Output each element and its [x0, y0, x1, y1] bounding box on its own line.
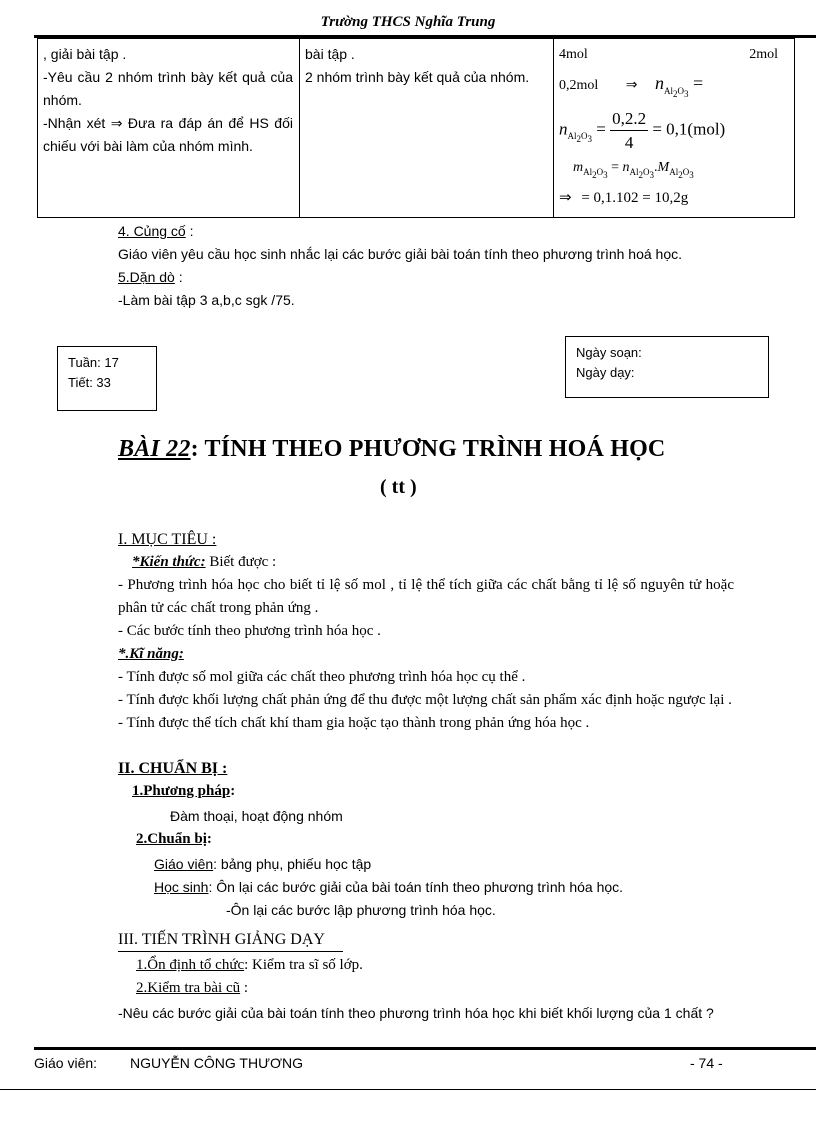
table-line: -Yêu cầu 2 nhóm trình bày kết quả của nhóm. [43, 69, 293, 108]
preparation-section: II. CHUẨN BỊ : 1.Phương pháp: Đàm thoại, hoạt động nhóm 2.Chuẩn bị: Giáo viên: bảng phụ, phiếu học tập Học sinh: Ôn lại các bước giải của bài toán tính theo phương trình hóa học. -Ôn lại các bước lập phương trình hóa học. [118, 757, 734, 922]
objectives-section: I. MỤC TIÊU : *Kiến thức: Biết được : - Phương trình hóa học cho biết tỉ lệ số mol , tỉ lệ thể tích giữa các chất bằng tỉ lệ số nguyên tử hoặc phân tử các chất trong phản ứng . - Các bước tính theo phương trình hóa học . *.Kĩ năng: - Tính được số mol giữa các chất theo phương trình hóa học cụ thể . - Tính được khối lượng chất phản ứng để thu được một lượng chất sản phẩm xác định hoặc ngược lại . - Tính được thể tích chất khí tham gia hoặc tạo thành trong phản ứng hóa học . [118, 528, 734, 735]
section-heading: II. CHUẨN BỊ : [118, 760, 228, 777]
list-item: - Các bước tính theo phương trình hóa học . [118, 623, 381, 639]
mole-calc: $n_{Al_2O_3}$ = $\frac{0,2.2}{4}$ = 0,1(mol) [559, 109, 726, 153]
subheading: 1.Ổn định tổ chức [136, 957, 245, 973]
footer-rule [34, 1047, 816, 1050]
method-text: Đàm thoại, hoạt động nhóm [170, 808, 343, 824]
mol-given: 0,2mol [559, 78, 599, 93]
teach-date-label: Ngày dạy: [576, 365, 635, 380]
section-heading: III. TIẾN TRÌNH GIẢNG DẠY [118, 928, 343, 952]
fraction: $\frac{0,2.2}{4}$ [612, 109, 647, 153]
implies-arrow: ⇒ [559, 189, 572, 206]
subheading: 2.Kiểm tra bài cũ [136, 980, 241, 996]
prep-date-label: Ngày soạn: [576, 345, 642, 360]
implies-arrow: ⇒ [625, 78, 638, 93]
section-heading: I. MỤC TIÊU : [118, 531, 217, 548]
table-line: , giải bài tập . [43, 46, 127, 62]
week-box [57, 346, 157, 411]
check-text: -Nêu các bước giải của bài toán tính theo phương trình hóa học khi biết khối lượng của 1 chất ? [118, 1005, 714, 1021]
mass-result: = 0,1.102 = 10,2g [581, 189, 689, 206]
date-box [565, 336, 769, 398]
mol-right: 2mol [749, 47, 778, 62]
homework-text: -Làm bài tập 3 a,b,c sgk /75. [118, 292, 295, 308]
process-section: III. TIẾN TRÌNH GIẢNG DẠY 1.Ổn định tổ chức: Kiểm tra sĩ số lớp. 2.Kiểm tra bài cũ : -Nêu các bước giải của bài toán tính theo phương trình hóa học khi biết khối lượng của 1 chất ? [118, 928, 734, 1025]
content-cell [554, 39, 795, 218]
list-item: - Tính được thể tích chất khí tham gia hoặc tạo thành trong phản ứng hóa học . [118, 715, 590, 731]
table-line: bài tập . [305, 46, 355, 62]
lesson-title: BÀI 22: TÍNH THEO PHƯƠNG TRÌNH HOÁ HỌC [118, 436, 666, 462]
student-text-2: -Ôn lại các bước lập phương trình hóa học. [226, 902, 496, 918]
student-activity-cell [300, 39, 554, 218]
section-heading: 5.Dặn dò [118, 269, 175, 285]
mass-formula: $m_{Al_2O_3} = n_{Al_2O_3}.M_{Al_2O_3}$ [573, 160, 694, 180]
school-header: Trường THCS Nghĩa Trung [320, 14, 496, 30]
ratio-row [559, 43, 788, 66]
mole-result: = 0,1(mol) [652, 119, 726, 139]
teacher-activity-cell [38, 39, 300, 218]
subheading: *.Kĩ năng: [118, 646, 184, 662]
mol-left: 4mol [559, 47, 588, 62]
week-label: Tuần: 17 [68, 355, 119, 370]
footer-teacher-label: Giáo viên: [34, 1055, 98, 1071]
footer-bottom-rule [0, 1089, 816, 1090]
lesson-subtitle: ( tt ) [380, 476, 417, 498]
consolidation-section: 4. Củng cố : Giáo viên yêu cầu học sinh nhắc lại các bước giải bài toán tính theo phương trình hoá học. 5.Dặn dò : -Làm bài tập 3 a,b,c sgk /75. [118, 220, 718, 312]
page-number: - 74 - [690, 1055, 723, 1071]
list-item: - Tính được số mol giữa các chất theo phương trình hóa học cụ thể . [118, 669, 526, 685]
footer-teacher-name: NGUYỄN CÔNG THƯƠNG [130, 1055, 304, 1071]
student-label: Học sinh [154, 879, 209, 895]
subheading: 1.Phương pháp [132, 783, 231, 799]
subheading: 2.Chuẩn bị [136, 831, 207, 847]
mass-result-row [559, 187, 788, 210]
period-label: Tiết: 33 [68, 375, 111, 390]
list-item: - Phương trình hóa học cho biết tỉ lệ số mol , tỉ lệ thể tích giữa các chất bằng tỉ lệ số nguyên tử hoặc phân tử các chất trong phản ứng . [118, 577, 734, 616]
table-line: -Nhận xét ⇒ Đưa ra đáp án để HS đối chiếu với bài làm của nhóm mình. [43, 115, 293, 154]
section-heading: 4. Củng cố [118, 223, 186, 239]
teacher-label: Giáo viên [154, 856, 214, 872]
activity-table [37, 38, 795, 218]
list-item: - Tính được khối lượng chất phản ứng để thu được một lượng chất sản phẩm xác định hoặc ngược lại . [118, 692, 732, 708]
consolidation-text: Giáo viên yêu cầu học sinh nhắc lại các bước giải bài toán tính theo phương trình hoá học. [118, 246, 683, 262]
table-line: 2 nhóm trình bày kết quả của nhóm. [305, 69, 530, 85]
ratio-row-2: 0,2mol ⇒ $n_{Al_2O_3}$ = [559, 73, 704, 99]
subheading: *Kiến thức: [132, 554, 206, 570]
